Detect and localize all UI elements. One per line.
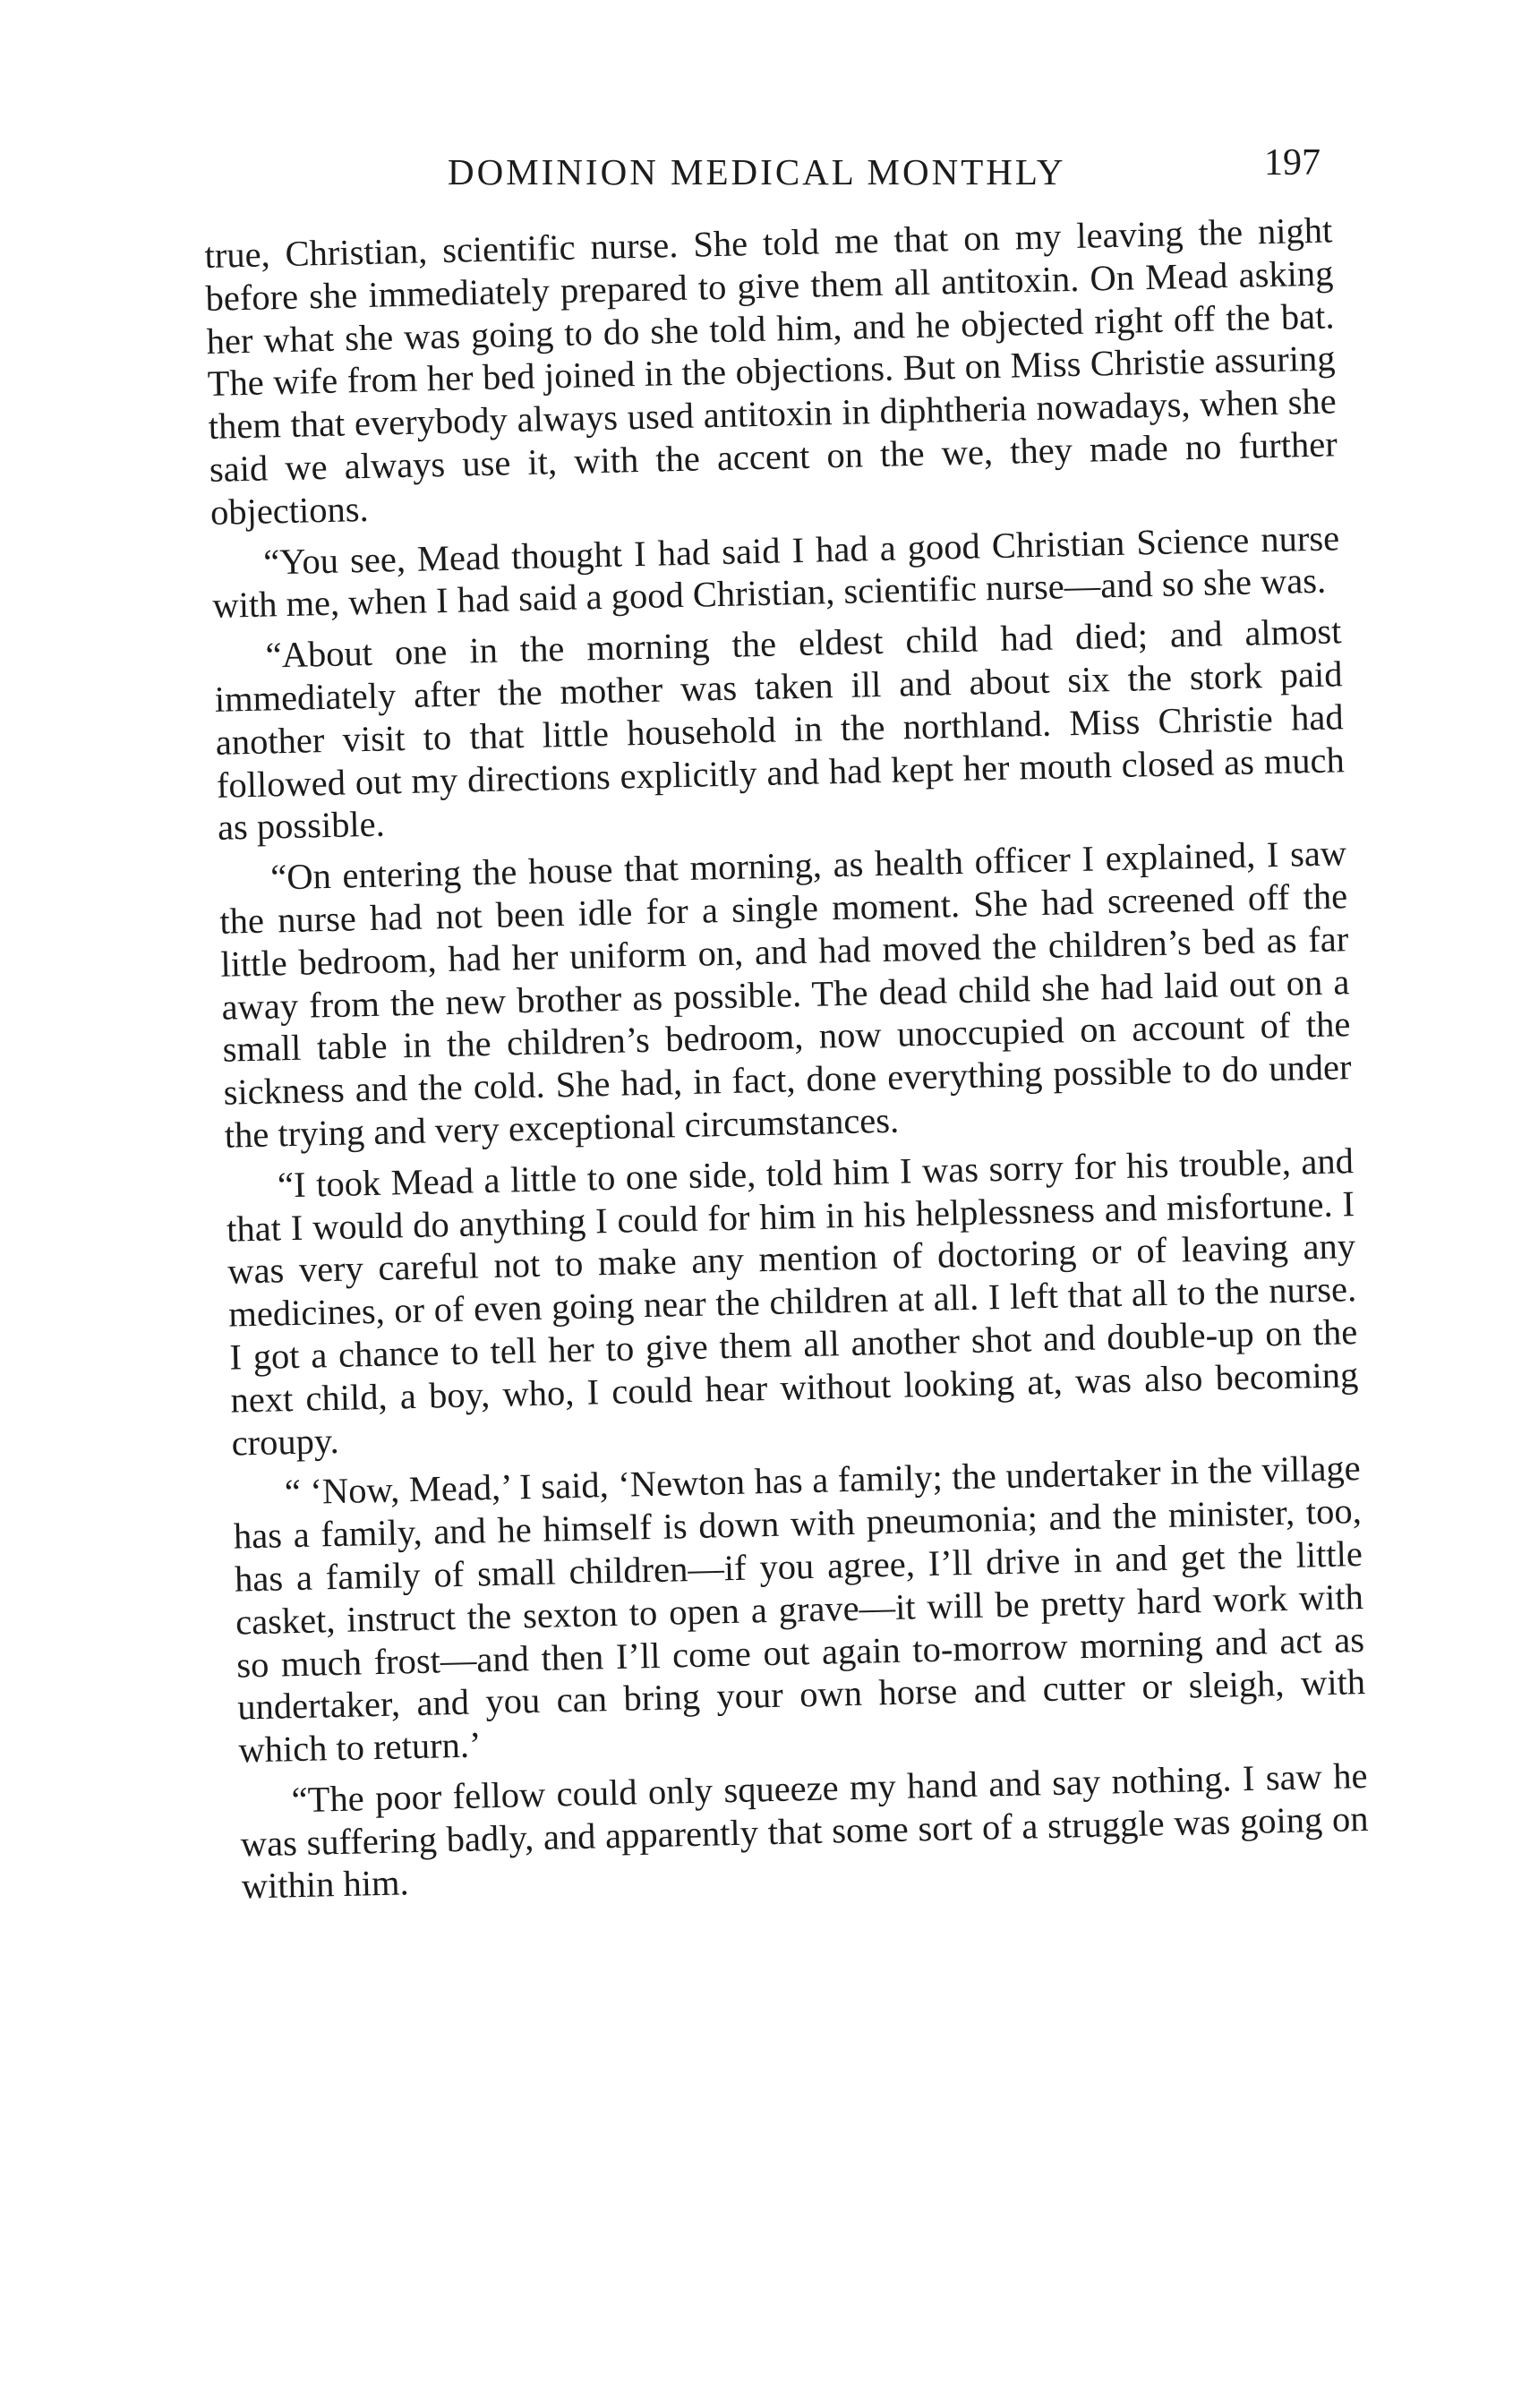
paragraph-3: “About one in the morning the eldest child had died; and almost immediately after the mother was taken ill and about six the stork paid another visit to that little household in the northland. Miss Christie had followed out my directions explicitly and had kept her mouth closed as much as possible. (214, 611, 1346, 849)
paragraph-5: “I took Mead a little to one side, told him I was sorry for his trouble, and that I would do anything I could for him in his helplessness and misfortune. I was very careful not to make any mention of doctoring or of leaving any medicines, or of even going near the children at all. I left that all to the nurse. I got a chance to tell her to give them all another shot and double-up on the next child, a boy, who, I could hear without looking at, was also becoming croupy. (226, 1140, 1359, 1464)
paragraph-7: “The poor fellow could only squeeze my hand and say nothing. I saw he was suffering badly, and apparently that some sort of a struggle was going on within him. (240, 1755, 1369, 1908)
journal-title: DOMINION MEDICAL MONTHLY (448, 151, 1066, 192)
paragraph-2: “You see, Mead thought I had said I had a good Christian Science nurse with me, when I had said a good Christian, scientific nurse—and so she was. (211, 517, 1340, 627)
paragraph-1: true, Christian, scientific nurse. She told me that on my leaving the night before she immediately prepared to give them all antitoxin. On Mead asking her what she was going to do she told him, and he objected right off the bat. The wife from her bed joined in the objections. But on Miss Christie assuring them that everybody always used antitoxin in diphtheria nowadays, when she said we always use it, with the accent on the we, they made no further objections. (204, 209, 1338, 533)
page-number: 197 (1264, 142, 1321, 184)
running-head (0, 142, 1530, 204)
paragraph-6: “ ‘Now, Mead,’ I said, ‘Newton has a family; the undertaker in the village has a family, and he himself is down with pneumonia; and the minister, too, has a family of small children—if you agree, I’ll drive in and get the little casket, instruct the sexton to open a grave—it will be pretty hard work with so much frost—and then I’ll come out again to-morrow morning and act as undertaker, and you can bring your own horse and cutter or sleigh, with which to return.’ (233, 1447, 1366, 1771)
body-text (204, 209, 1370, 1908)
paragraph-4: “On entering the house that morning, as health officer I explained, I saw the nurse had not been idle for a single moment. She had screened off the little bedroom, had her uniform on, and had moved the children’s bed as far away from the new brother as possible. The dead child she had laid out on a small table in the children’s bedroom, now unoccupied on account of the sickness and the cold. She had, in fact, done everything possible to do under the trying and very exceptional circumstances. (218, 833, 1352, 1156)
